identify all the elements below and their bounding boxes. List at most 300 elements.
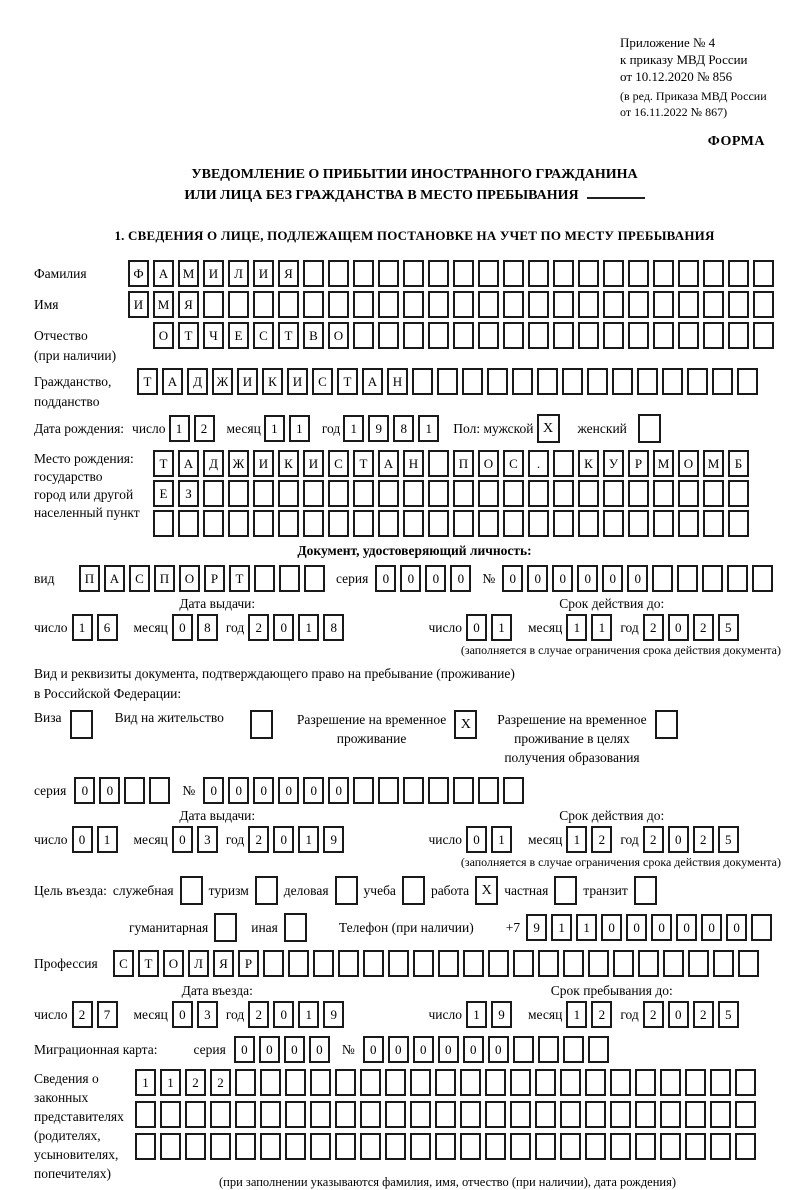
char-cell[interactable] bbox=[587, 368, 608, 395]
char-cell[interactable]: Р bbox=[204, 565, 225, 592]
char-cell[interactable]: 2 bbox=[693, 1001, 714, 1028]
char-cell[interactable] bbox=[278, 510, 299, 537]
char-cell[interactable]: 0 bbox=[466, 614, 487, 641]
char-cell[interactable] bbox=[528, 260, 549, 287]
char-cell[interactable] bbox=[310, 1069, 331, 1096]
char-cell[interactable]: 2 bbox=[693, 614, 714, 641]
char-cell[interactable] bbox=[388, 950, 409, 977]
char-cell[interactable] bbox=[160, 1101, 181, 1128]
char-cell[interactable] bbox=[612, 368, 633, 395]
char-cell[interactable]: 1 bbox=[298, 614, 319, 641]
char-cell[interactable] bbox=[228, 480, 249, 507]
char-cell[interactable]: 2 bbox=[643, 826, 664, 853]
char-cell[interactable] bbox=[403, 322, 424, 349]
char-cell[interactable]: 0 bbox=[463, 1036, 484, 1063]
char-cell[interactable] bbox=[353, 777, 374, 804]
char-cell[interactable] bbox=[438, 950, 459, 977]
char-cell[interactable]: 1 bbox=[135, 1069, 156, 1096]
char-cell[interactable] bbox=[678, 260, 699, 287]
char-cell[interactable] bbox=[585, 1069, 606, 1096]
char-cell[interactable]: С bbox=[328, 450, 349, 477]
char-cell[interactable] bbox=[263, 950, 284, 977]
char-cell[interactable]: 5 bbox=[718, 1001, 739, 1028]
char-cell[interactable] bbox=[538, 950, 559, 977]
char-cell[interactable] bbox=[713, 950, 734, 977]
char-cell[interactable] bbox=[253, 291, 274, 318]
char-cell[interactable] bbox=[528, 480, 549, 507]
char-cell[interactable] bbox=[703, 480, 724, 507]
char-cell[interactable]: А bbox=[104, 565, 125, 592]
char-cell[interactable]: 1 bbox=[591, 614, 612, 641]
char-cell[interactable] bbox=[235, 1101, 256, 1128]
char-cell[interactable] bbox=[254, 565, 275, 592]
char-cell[interactable]: Ж bbox=[228, 450, 249, 477]
char-cell[interactable]: 8 bbox=[393, 415, 414, 442]
char-cell[interactable] bbox=[660, 1133, 681, 1160]
char-cell[interactable]: 1 bbox=[466, 1001, 487, 1028]
char-cell[interactable] bbox=[453, 260, 474, 287]
char-cell[interactable] bbox=[610, 1101, 631, 1128]
char-cell[interactable]: Т bbox=[337, 368, 358, 395]
char-cell[interactable] bbox=[338, 950, 359, 977]
char-cell[interactable] bbox=[603, 480, 624, 507]
char-cell[interactable]: Б bbox=[728, 450, 749, 477]
char-cell[interactable] bbox=[185, 1133, 206, 1160]
char-cell[interactable]: 7 bbox=[97, 1001, 118, 1028]
char-cell[interactable] bbox=[685, 1133, 706, 1160]
char-cell[interactable] bbox=[412, 368, 433, 395]
char-cell[interactable] bbox=[385, 1133, 406, 1160]
char-cell[interactable] bbox=[628, 260, 649, 287]
char-cell[interactable] bbox=[353, 322, 374, 349]
char-cell[interactable] bbox=[563, 950, 584, 977]
char-cell[interactable] bbox=[403, 291, 424, 318]
char-cell[interactable]: 0 bbox=[602, 565, 623, 592]
char-cell[interactable]: 9 bbox=[491, 1001, 512, 1028]
char-cell[interactable] bbox=[428, 291, 449, 318]
char-cell[interactable] bbox=[738, 950, 759, 977]
char-cell[interactable]: Н bbox=[387, 368, 408, 395]
char-cell[interactable] bbox=[363, 950, 384, 977]
char-cell[interactable]: 0 bbox=[172, 826, 193, 853]
purpose-transit-checkbox[interactable] bbox=[634, 876, 657, 905]
char-cell[interactable] bbox=[538, 1036, 559, 1063]
char-cell[interactable] bbox=[378, 322, 399, 349]
char-cell[interactable]: 6 bbox=[97, 614, 118, 641]
char-cell[interactable]: 0 bbox=[284, 1036, 305, 1063]
char-cell[interactable]: У bbox=[603, 450, 624, 477]
purpose-tourism-checkbox[interactable] bbox=[255, 876, 278, 905]
char-cell[interactable] bbox=[528, 510, 549, 537]
char-cell[interactable]: 8 bbox=[323, 614, 344, 641]
char-cell[interactable] bbox=[210, 1133, 231, 1160]
char-cell[interactable] bbox=[253, 480, 274, 507]
char-cell[interactable]: Т bbox=[153, 450, 174, 477]
char-cell[interactable] bbox=[560, 1069, 581, 1096]
char-cell[interactable] bbox=[553, 260, 574, 287]
char-cell[interactable]: 0 bbox=[203, 777, 224, 804]
char-cell[interactable] bbox=[435, 1101, 456, 1128]
char-cell[interactable] bbox=[751, 914, 772, 941]
char-cell[interactable]: 0 bbox=[466, 826, 487, 853]
char-cell[interactable]: 0 bbox=[626, 914, 647, 941]
char-cell[interactable]: Т bbox=[278, 322, 299, 349]
char-cell[interactable] bbox=[203, 510, 224, 537]
char-cell[interactable] bbox=[378, 777, 399, 804]
char-cell[interactable]: 9 bbox=[323, 1001, 344, 1028]
char-cell[interactable]: С bbox=[312, 368, 333, 395]
char-cell[interactable] bbox=[485, 1133, 506, 1160]
char-cell[interactable] bbox=[528, 291, 549, 318]
char-cell[interactable] bbox=[653, 510, 674, 537]
char-cell[interactable] bbox=[637, 368, 658, 395]
char-cell[interactable]: Е bbox=[228, 322, 249, 349]
char-cell[interactable]: М bbox=[703, 450, 724, 477]
char-cell[interactable]: 1 bbox=[491, 614, 512, 641]
char-cell[interactable] bbox=[285, 1069, 306, 1096]
char-cell[interactable] bbox=[185, 1101, 206, 1128]
char-cell[interactable] bbox=[578, 260, 599, 287]
char-cell[interactable] bbox=[553, 291, 574, 318]
char-cell[interactable] bbox=[360, 1133, 381, 1160]
char-cell[interactable] bbox=[335, 1133, 356, 1160]
char-cell[interactable] bbox=[628, 291, 649, 318]
char-cell[interactable] bbox=[310, 1133, 331, 1160]
char-cell[interactable]: Ф bbox=[128, 260, 149, 287]
char-cell[interactable] bbox=[260, 1101, 281, 1128]
char-cell[interactable]: П bbox=[79, 565, 100, 592]
char-cell[interactable] bbox=[678, 322, 699, 349]
char-cell[interactable]: С bbox=[253, 322, 274, 349]
char-cell[interactable] bbox=[553, 510, 574, 537]
char-cell[interactable] bbox=[728, 480, 749, 507]
char-cell[interactable] bbox=[478, 260, 499, 287]
char-cell[interactable]: Р bbox=[238, 950, 259, 977]
char-cell[interactable]: 0 bbox=[413, 1036, 434, 1063]
char-cell[interactable]: 2 bbox=[591, 1001, 612, 1028]
char-cell[interactable] bbox=[478, 322, 499, 349]
char-cell[interactable] bbox=[303, 260, 324, 287]
char-cell[interactable]: Р bbox=[628, 450, 649, 477]
char-cell[interactable] bbox=[478, 480, 499, 507]
char-cell[interactable]: 0 bbox=[309, 1036, 330, 1063]
char-cell[interactable] bbox=[660, 1069, 681, 1096]
char-cell[interactable] bbox=[353, 291, 374, 318]
char-cell[interactable] bbox=[585, 1133, 606, 1160]
char-cell[interactable]: Т bbox=[138, 950, 159, 977]
char-cell[interactable] bbox=[378, 291, 399, 318]
char-cell[interactable]: Ж bbox=[212, 368, 233, 395]
char-cell[interactable] bbox=[303, 480, 324, 507]
char-cell[interactable]: 0 bbox=[72, 826, 93, 853]
char-cell[interactable] bbox=[628, 510, 649, 537]
char-cell[interactable]: 0 bbox=[668, 1001, 689, 1028]
char-cell[interactable]: 0 bbox=[388, 1036, 409, 1063]
char-cell[interactable]: М bbox=[153, 291, 174, 318]
char-cell[interactable]: 8 bbox=[197, 614, 218, 641]
char-cell[interactable] bbox=[135, 1101, 156, 1128]
char-cell[interactable]: И bbox=[128, 291, 149, 318]
char-cell[interactable]: 0 bbox=[438, 1036, 459, 1063]
char-cell[interactable] bbox=[378, 480, 399, 507]
char-cell[interactable] bbox=[513, 1036, 534, 1063]
char-cell[interactable] bbox=[610, 1133, 631, 1160]
char-cell[interactable]: Я bbox=[213, 950, 234, 977]
char-cell[interactable] bbox=[310, 1101, 331, 1128]
char-cell[interactable] bbox=[328, 510, 349, 537]
char-cell[interactable]: 0 bbox=[726, 914, 747, 941]
char-cell[interactable] bbox=[635, 1133, 656, 1160]
char-cell[interactable] bbox=[635, 1069, 656, 1096]
char-cell[interactable]: О bbox=[328, 322, 349, 349]
char-cell[interactable] bbox=[428, 260, 449, 287]
char-cell[interactable] bbox=[503, 510, 524, 537]
char-cell[interactable] bbox=[335, 1069, 356, 1096]
char-cell[interactable] bbox=[535, 1069, 556, 1096]
char-cell[interactable]: 2 bbox=[693, 826, 714, 853]
char-cell[interactable]: 2 bbox=[643, 614, 664, 641]
char-cell[interactable] bbox=[353, 510, 374, 537]
char-cell[interactable] bbox=[304, 565, 325, 592]
char-cell[interactable] bbox=[652, 565, 673, 592]
char-cell[interactable] bbox=[753, 322, 774, 349]
char-cell[interactable] bbox=[703, 322, 724, 349]
char-cell[interactable] bbox=[478, 291, 499, 318]
char-cell[interactable] bbox=[703, 260, 724, 287]
char-cell[interactable] bbox=[503, 480, 524, 507]
char-cell[interactable]: . bbox=[528, 450, 549, 477]
char-cell[interactable] bbox=[428, 322, 449, 349]
char-cell[interactable] bbox=[703, 291, 724, 318]
char-cell[interactable] bbox=[687, 368, 708, 395]
char-cell[interactable] bbox=[662, 368, 683, 395]
char-cell[interactable] bbox=[537, 368, 558, 395]
char-cell[interactable] bbox=[410, 1069, 431, 1096]
char-cell[interactable] bbox=[653, 291, 674, 318]
char-cell[interactable] bbox=[488, 950, 509, 977]
char-cell[interactable] bbox=[303, 291, 324, 318]
char-cell[interactable] bbox=[653, 480, 674, 507]
char-cell[interactable]: 0 bbox=[502, 565, 523, 592]
char-cell[interactable] bbox=[678, 510, 699, 537]
char-cell[interactable] bbox=[487, 368, 508, 395]
char-cell[interactable] bbox=[513, 950, 534, 977]
char-cell[interactable]: 1 bbox=[491, 826, 512, 853]
char-cell[interactable] bbox=[335, 1101, 356, 1128]
char-cell[interactable]: 1 bbox=[566, 614, 587, 641]
char-cell[interactable]: 0 bbox=[668, 614, 689, 641]
char-cell[interactable]: 2 bbox=[194, 415, 215, 442]
char-cell[interactable] bbox=[260, 1069, 281, 1096]
char-cell[interactable] bbox=[460, 1133, 481, 1160]
purpose-work-checkbox[interactable]: X bbox=[475, 876, 498, 905]
purpose-business-checkbox[interactable] bbox=[335, 876, 358, 905]
char-cell[interactable]: П bbox=[453, 450, 474, 477]
char-cell[interactable] bbox=[279, 565, 300, 592]
char-cell[interactable] bbox=[178, 510, 199, 537]
char-cell[interactable]: 0 bbox=[273, 1001, 294, 1028]
char-cell[interactable] bbox=[478, 510, 499, 537]
char-cell[interactable]: 0 bbox=[234, 1036, 255, 1063]
char-cell[interactable] bbox=[378, 260, 399, 287]
char-cell[interactable] bbox=[160, 1133, 181, 1160]
char-cell[interactable] bbox=[588, 1036, 609, 1063]
char-cell[interactable] bbox=[735, 1133, 756, 1160]
char-cell[interactable] bbox=[688, 950, 709, 977]
char-cell[interactable] bbox=[353, 480, 374, 507]
char-cell[interactable] bbox=[553, 480, 574, 507]
char-cell[interactable]: 0 bbox=[627, 565, 648, 592]
char-cell[interactable]: 1 bbox=[343, 415, 364, 442]
char-cell[interactable]: А bbox=[378, 450, 399, 477]
char-cell[interactable] bbox=[510, 1069, 531, 1096]
char-cell[interactable]: 0 bbox=[278, 777, 299, 804]
char-cell[interactable]: 1 bbox=[566, 1001, 587, 1028]
char-cell[interactable] bbox=[428, 480, 449, 507]
char-cell[interactable] bbox=[753, 260, 774, 287]
char-cell[interactable]: 0 bbox=[400, 565, 421, 592]
char-cell[interactable]: 3 bbox=[197, 1001, 218, 1028]
char-cell[interactable] bbox=[403, 510, 424, 537]
char-cell[interactable]: 0 bbox=[172, 1001, 193, 1028]
char-cell[interactable]: М bbox=[653, 450, 674, 477]
char-cell[interactable]: И bbox=[237, 368, 258, 395]
char-cell[interactable] bbox=[728, 510, 749, 537]
char-cell[interactable]: П bbox=[154, 565, 175, 592]
char-cell[interactable] bbox=[563, 1036, 584, 1063]
char-cell[interactable] bbox=[560, 1133, 581, 1160]
char-cell[interactable]: 0 bbox=[253, 777, 274, 804]
char-cell[interactable]: 1 bbox=[160, 1069, 181, 1096]
char-cell[interactable]: Т bbox=[178, 322, 199, 349]
char-cell[interactable]: Т bbox=[353, 450, 374, 477]
char-cell[interactable] bbox=[285, 1133, 306, 1160]
char-cell[interactable]: 5 bbox=[718, 614, 739, 641]
char-cell[interactable] bbox=[503, 291, 524, 318]
char-cell[interactable] bbox=[710, 1101, 731, 1128]
char-cell[interactable] bbox=[453, 322, 474, 349]
char-cell[interactable]: 2 bbox=[643, 1001, 664, 1028]
char-cell[interactable] bbox=[585, 1101, 606, 1128]
char-cell[interactable]: 1 bbox=[97, 826, 118, 853]
char-cell[interactable] bbox=[253, 510, 274, 537]
char-cell[interactable]: С bbox=[503, 450, 524, 477]
char-cell[interactable]: О bbox=[179, 565, 200, 592]
char-cell[interactable] bbox=[235, 1133, 256, 1160]
char-cell[interactable]: К bbox=[278, 450, 299, 477]
char-cell[interactable]: З bbox=[178, 480, 199, 507]
char-cell[interactable] bbox=[560, 1101, 581, 1128]
char-cell[interactable]: 0 bbox=[450, 565, 471, 592]
purpose-private-checkbox[interactable] bbox=[554, 876, 577, 905]
char-cell[interactable]: 1 bbox=[298, 826, 319, 853]
temp-residence-edu-checkbox[interactable] bbox=[655, 710, 678, 739]
char-cell[interactable]: 5 bbox=[718, 826, 739, 853]
char-cell[interactable] bbox=[460, 1069, 481, 1096]
char-cell[interactable] bbox=[453, 480, 474, 507]
char-cell[interactable] bbox=[603, 510, 624, 537]
char-cell[interactable]: 0 bbox=[676, 914, 697, 941]
char-cell[interactable] bbox=[753, 291, 774, 318]
char-cell[interactable] bbox=[203, 480, 224, 507]
char-cell[interactable]: М bbox=[178, 260, 199, 287]
char-cell[interactable]: 2 bbox=[248, 1001, 269, 1028]
char-cell[interactable] bbox=[385, 1101, 406, 1128]
char-cell[interactable]: 1 bbox=[264, 415, 285, 442]
char-cell[interactable]: Л bbox=[188, 950, 209, 977]
char-cell[interactable] bbox=[228, 510, 249, 537]
char-cell[interactable] bbox=[485, 1101, 506, 1128]
purpose-official-checkbox[interactable] bbox=[180, 876, 203, 905]
char-cell[interactable] bbox=[728, 322, 749, 349]
purpose-study-checkbox[interactable] bbox=[402, 876, 425, 905]
char-cell[interactable] bbox=[228, 291, 249, 318]
char-cell[interactable] bbox=[453, 777, 474, 804]
char-cell[interactable]: О bbox=[153, 322, 174, 349]
char-cell[interactable]: 1 bbox=[551, 914, 572, 941]
char-cell[interactable]: И bbox=[203, 260, 224, 287]
char-cell[interactable] bbox=[653, 322, 674, 349]
char-cell[interactable]: А bbox=[362, 368, 383, 395]
char-cell[interactable]: Т bbox=[137, 368, 158, 395]
char-cell[interactable]: 0 bbox=[701, 914, 722, 941]
char-cell[interactable]: Е bbox=[153, 480, 174, 507]
char-cell[interactable] bbox=[149, 777, 170, 804]
char-cell[interactable] bbox=[578, 510, 599, 537]
char-cell[interactable] bbox=[403, 260, 424, 287]
char-cell[interactable] bbox=[613, 950, 634, 977]
char-cell[interactable]: 1 bbox=[566, 826, 587, 853]
char-cell[interactable]: О bbox=[678, 450, 699, 477]
char-cell[interactable] bbox=[710, 1133, 731, 1160]
char-cell[interactable] bbox=[453, 510, 474, 537]
char-cell[interactable] bbox=[503, 322, 524, 349]
char-cell[interactable]: 1 bbox=[418, 415, 439, 442]
char-cell[interactable]: Я bbox=[178, 291, 199, 318]
char-cell[interactable]: Т bbox=[229, 565, 250, 592]
char-cell[interactable]: 1 bbox=[298, 1001, 319, 1028]
char-cell[interactable] bbox=[328, 291, 349, 318]
char-cell[interactable]: 0 bbox=[228, 777, 249, 804]
char-cell[interactable]: 2 bbox=[72, 1001, 93, 1028]
char-cell[interactable] bbox=[378, 510, 399, 537]
char-cell[interactable]: О bbox=[163, 950, 184, 977]
char-cell[interactable] bbox=[503, 260, 524, 287]
char-cell[interactable] bbox=[737, 368, 758, 395]
char-cell[interactable] bbox=[260, 1133, 281, 1160]
char-cell[interactable] bbox=[603, 322, 624, 349]
char-cell[interactable] bbox=[353, 260, 374, 287]
char-cell[interactable]: Д bbox=[187, 368, 208, 395]
char-cell[interactable]: 0 bbox=[74, 777, 95, 804]
char-cell[interactable] bbox=[403, 777, 424, 804]
char-cell[interactable]: Л bbox=[228, 260, 249, 287]
char-cell[interactable]: 3 bbox=[197, 826, 218, 853]
char-cell[interactable] bbox=[603, 260, 624, 287]
char-cell[interactable]: И bbox=[253, 260, 274, 287]
char-cell[interactable] bbox=[663, 950, 684, 977]
char-cell[interactable] bbox=[460, 1101, 481, 1128]
char-cell[interactable] bbox=[578, 480, 599, 507]
char-cell[interactable] bbox=[135, 1133, 156, 1160]
char-cell[interactable] bbox=[610, 1069, 631, 1096]
char-cell[interactable] bbox=[628, 480, 649, 507]
char-cell[interactable] bbox=[677, 565, 698, 592]
char-cell[interactable]: 9 bbox=[323, 826, 344, 853]
char-cell[interactable] bbox=[435, 1069, 456, 1096]
char-cell[interactable] bbox=[303, 510, 324, 537]
char-cell[interactable]: 0 bbox=[363, 1036, 384, 1063]
